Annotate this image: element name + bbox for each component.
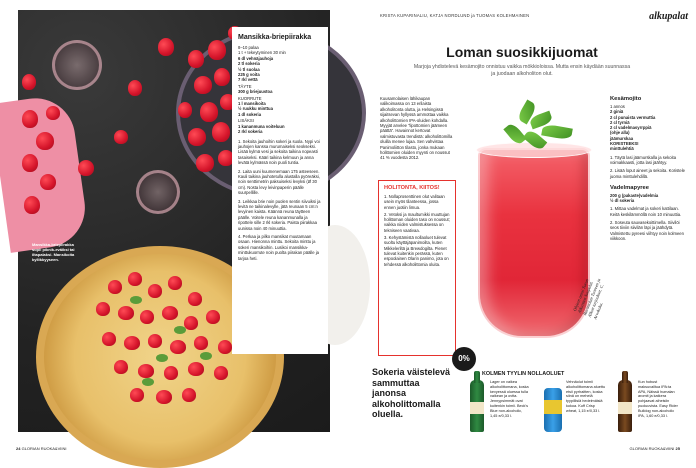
author-line: KRISTA KUPARINALIU, KATJA NORDLUND ja TUOMAS KOLEHMAINEN [380,13,530,18]
ingredient-item: 7 rkl vettä [238,77,258,83]
wine-glass [136,170,180,214]
ingredient-item: 300 g briejuustoa [238,89,273,95]
left-page [8,10,330,451]
recipe-step: 3. Leikkaa brie noin puolen sentin siivuiksi ja levitä ne taikinalevylle, jätä reunaan 5 cm:n levyinen kaista. Käännä reuna täytteen päälle. Voitele reuna kananmunalla ja ripottele sille 2 rkl sokeria. Paista piirakkaa uunissa noin 40 minuuttia. [238,198,321,231]
article-lead: Marjoja yhdistelevä kesämojito onnistuu vaikka mökkioloissa. Mutta ensin käydään suunnassa ja juodaan alkoholiton olut. [413,64,631,77]
recipe-step: 4. Perkaa ja pilko mansikat muutamaan osaan. Hienonna minttu. Sekoita minttu ja sokeri mansikoihin. Lusikoi mansikka-minttukuorrute noin puolta piirakan päälle ja tarjoa heti. [238,234,320,261]
syrup-step: 1. Mittaa vadelmat ja sokeri kattilaan. Keitä keskilämmöllä noin 10 minuuttia. [610,206,682,217]
mojito-ingredient: (ohje alla) [610,130,630,136]
recipe-portions: 8–10 palaa [238,45,259,50]
beer-bottle-icon [618,380,632,432]
ingredient-item: 2 tl sokeria [238,61,260,67]
tips-title: HOLITONTA, KIITOS! [384,185,440,191]
syrup-ingredient: 200 g (pakaste)vadelmia [610,192,659,198]
mojito-recipe [610,96,686,241]
drink-caption: Ohjeen antoi Turun Aikuisten Suupalat. Ravintolan Tuoreen ja Alkon tarjoukset. C. Arvokuka. [572,277,605,320]
beer-bottle-icon [470,380,484,432]
ingredient-item: TÄYTE [238,83,252,89]
pull-quote: Sokeria väistelevä sammuttaa janonsa alkoholittomalla oluella. [372,367,451,419]
tip-item: 3. Kehystämistä nollaoluet tulevat suoltu käyttäjäpanimoilta, kuten Mikkeleriltä ja Brewdogilta. Pienet tulevat kuitenkin perässä, kuten espoolainen Olarin panimo, jota on tehdessä alkoholittomia oluita. [384,235,449,267]
mojito-ingredient: 2 cl vadelmasyrrppiä [610,125,652,131]
page-number: 24 [16,446,21,451]
ingredient-item: 1 l mansikoita [238,101,266,107]
recipe-step: 2. Laita uuni kuumenemaan 175 asteeseen. Kauli taikina jauhotetulla alustalla pyöreäksi, noin senttimetrin paksuiseksi levyksi (Ø 30 cm). Nosta levy leivinpaperin päälle suurpellille. [238,168,320,196]
beer-section-title: KOLMEN TYYLIN NOLLAOLUET [482,371,565,377]
right-page [362,10,688,451]
tips-list [384,194,450,267]
mint-leaf-icon [541,123,573,140]
page-folio-right [630,446,680,451]
tip-item: 2. Vetoksi ja maultumikki muuttujan holittoman oluiden taso on noussut; vaikka niiden valmistuksessa on tekniseen vaativaa. [384,211,450,233]
tip-item: 1. Nollaprosenttinen olut valitaan usein myös tilanteessa, jossa ennen juotiin limua. [384,194,445,210]
ingredient-item: KUORRUTE [238,95,262,101]
syrup-step: 2. Soseuta sauvasekoittimella. Siivilöi seos tiiviin siivilän läpi ja jäähdytä. Valmistettu pyreesi viihtyy noin kolmeen viikkoon. [610,220,684,241]
syrup-ingredient: ½ dl sokeria [610,198,635,204]
beer-list [458,378,688,434]
syrup-ingredients [610,193,686,204]
syrup-title: Vadelmapyree [610,184,649,191]
mojito-ingredients [610,109,686,151]
ingredient-item: 6 dl vehnäjauhoja [238,55,274,61]
article-intro: Kuusamolaisen lähikaupan valikoimassa on 13 erilaista alkoholitonta olutta, ja Helsingissä sijaitsevan hyllyssä ammottaa vaikka alkoholittomien IPA-oluiden kohdalla. Myyjät arvelee “lipottomien jäämeen päättä”. Havainnot kertovat valmistuvasta trendistä: alkoholittomilla oluilla menee lujaa. Sen vahvistaa Panimoliitton tilasto, jonka mukaan holittomien oluiden myynti on noussut 41 % vuodesta 2012. [380,96,453,161]
page-folio-left [16,446,66,451]
wine-glass [52,40,102,90]
ingredient-item: ½ tl suolaa [238,66,260,72]
tips-box [378,180,456,356]
mojito-ingredient: minttulehtiä [610,146,634,152]
ingredient-item: LISÄKSI [238,118,254,124]
ingredient-list [238,56,322,135]
mojito-ingredient: 2 cl punaista vermuttia [610,114,656,120]
zero-percent-badge: 0% [452,347,476,371]
mojito-ingredient: 2 giniä [610,109,624,115]
recipe-title: Mansikka-briepiirakka [238,34,312,41]
drink-photo [458,90,608,370]
ingredient-item: 1 kananmuna voiteluun [238,123,285,129]
beer-description: Lager on vaikea alkoholittomana, koska kevyessä oluessa tulla vaikean ja ovtta. Jennypsimmät ovat kuitenkin toimii. Beck's Blue non-alcoholic, 1,45 e/0,33 l. [490,380,529,418]
mojito-ingredient: KORISTEEKSI [610,141,639,147]
pink-plate [0,93,90,253]
magazine-name: GLORIAN RUOKA&VIINI [21,446,67,451]
recipe-card [232,27,328,354]
section-logo: alkupalat [649,11,688,22]
mojito-title: Kesämojito [610,96,642,102]
article-headline: Loman suosikkijuomat [446,44,598,60]
beer-description: Vehnäolut toimii alkoholittomana aluettu etsii pyrhaitten, koska siinä on mehelä tyypillisiä hedelmäisiä kokoa. Kuff Crisp wheat, 1,15 e/0,33 l. [566,380,606,413]
mojito-steps [610,155,686,179]
mojito-portion: 1 annos [610,104,625,109]
beer-can-icon [544,388,562,432]
ingredient-item: ½ ruukku minttua [238,106,273,112]
mojito-step: 1. Täytä lasi jäämurskalla ja sekoita voimakkaasti, jotta lasi jäähtyy. [610,154,677,165]
ingredient-item: 2 rkl sokeria [238,129,263,135]
photo-caption: Mansikka-briepiirakka sopii piknik-eväiksi tai iltapalaksi. Mansikoita kyllikkyyseen. [32,242,75,262]
mojito-ingredient: jäämurskaa [610,135,634,141]
page-number: 25 [675,446,680,451]
recipe-time: 1 t + tekeytyminen 30 min [238,50,286,56]
ingredient-item: 225 g voita [238,72,260,78]
recipe-step: 1. Sekoita jauhoihin sokeri ja suola. Nypi voi jauhojen kanssa murumaiseksi seokseksi. Lisää kylmä vesi ja sekoita taikina nopeasti tasaiseksi. Kääri taikina kelmuun ja anna levätä kylmässä noin puoli tuntia. [238,138,320,166]
magazine-name: GLORIAN RUOKA&VIINI [629,446,675,451]
recipe-steps [238,139,322,262]
syrup-steps [610,206,686,241]
mojito-ingredient: 2 cl tyrniä [610,119,630,125]
ingredient-item: 1 dl sokeria [238,111,262,117]
mojito-step: 2. Lisää loput aineet ja sekoita. Koristele juoma minttulehdillä. [610,168,685,179]
beer-description: Kun hobust maksuvailtua IPA:ta APA, Näissä humalan aromit ja katkera pohjaavat aiheisiin puoluuvista. Easy Rider Bulldog non-alcoholic IPA, 1,60 e/0,33 l. [638,380,678,418]
